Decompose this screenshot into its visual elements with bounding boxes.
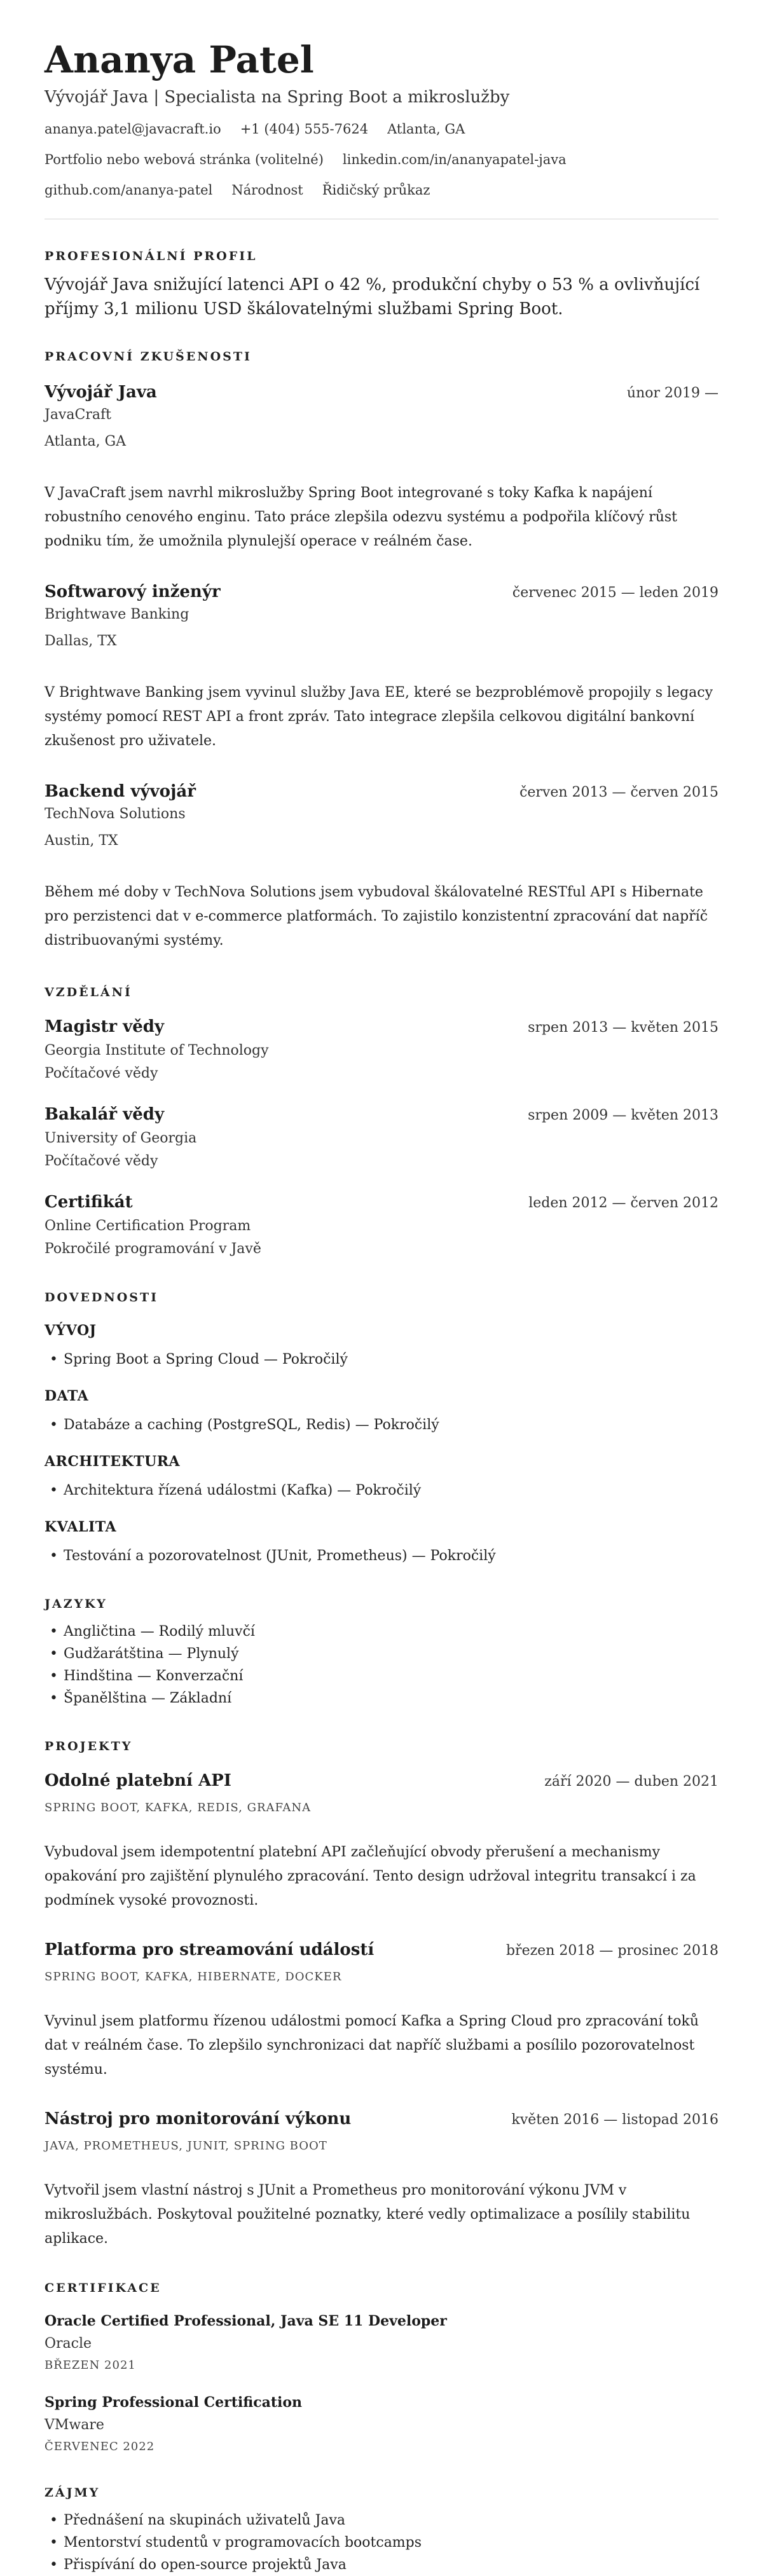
interest-item: • Přednášení na skupinách uživatelů Java (45, 2509, 718, 2531)
certification-item (45, 2392, 718, 2456)
degree: Certifikát (45, 1193, 133, 1212)
interest-item: • Mentorství studentů v programovacích bootcamps (45, 2531, 718, 2554)
certification-date: BŘEZEN 2021 (45, 2359, 136, 2372)
school-name: Georgia Institute of Technology (45, 1043, 269, 1058)
certification-name: Spring Professional Certification (45, 2394, 303, 2411)
project-item (45, 1938, 718, 2082)
skill-group (45, 1386, 718, 1436)
section-title-languages: JAZYKY (45, 1597, 107, 1611)
driving-license: Řidičský průkaz (322, 182, 430, 198)
company-name: TechNova Solutions (45, 806, 186, 822)
project-description: Vytvořil jsem vlastní nástroj s JUnit a Prometheus pro monitorování výkonu JVM v mikroslužbách. Poskytoval použitelné poznatky, které vedly optimalizace a posílily stabilitu aplikace. (45, 2182, 691, 2247)
job-dates: červenec 2015 — leden 2019 (512, 585, 718, 601)
job-description: V Brightwave Banking jsem vyvinul služby Java EE, které se bezproblémově propojily s legacy systémy pomocí REST API a front zpráv. Tato integrace zlepšila celkovou digitální bankovní zkušenost pro uživatele. (45, 685, 713, 749)
language-list (45, 1620, 718, 1709)
candidate-name: Ananya Patel (45, 38, 314, 81)
section-title-experience: PRACOVNÍ ZKUŠENOSTI (45, 350, 252, 364)
education-dates: srpen 2013 — květen 2015 (528, 1020, 718, 1036)
degree: Bakalář vědy (45, 1105, 165, 1124)
nationality: Národnost (231, 182, 303, 198)
interest-list (45, 2509, 718, 2576)
project-stack: SPRING BOOT, KAFKA, REDIS, GRAFANA (45, 1801, 312, 1814)
school-name: University of Georgia (45, 1130, 197, 1146)
school-name: Online Certification Program (45, 1218, 251, 1234)
language-item: • Hindština — Konverzační (45, 1665, 718, 1687)
experience-item (45, 580, 718, 753)
certification-issuer: VMware (45, 2417, 104, 2433)
certification-date: ČERVENEC 2022 (45, 2440, 155, 2453)
job-dates: červen 2013 — červen 2015 (519, 784, 718, 800)
skill-group (45, 1320, 718, 1371)
skill-group (45, 1451, 718, 1502)
skill-item: • Databáze a caching (PostgreSQL, Redis) — Pokročilý (45, 1414, 718, 1436)
degree: Magistr vědy (45, 1017, 165, 1036)
linkedin-link[interactable]: linkedin.com/in/ananyapatel-java (342, 152, 567, 167)
language-item: • Gudžarátština — Plynulý (45, 1643, 718, 1665)
skill-group-name: DATA (45, 1388, 89, 1404)
experience-item (45, 381, 718, 554)
certification-issuer: Oracle (45, 2336, 92, 2352)
job-title: Softwarový inženýr (45, 582, 221, 601)
certification-item (45, 2311, 718, 2374)
company-name: JavaCraft (45, 407, 111, 423)
company-name: Brightwave Banking (45, 606, 189, 622)
section-title-profile: PROFESIONÁLNÍ PROFIL (45, 249, 258, 263)
project-name: Platforma pro streamování událostí (45, 1940, 375, 1959)
job-description: Během mé doby v TechNova Solutions jsem vybudoval škálovatelné RESTful API s Hibernate pro perzistenci dat v e-commerce platformách. To zajistilo konzistentní zpracování dat napříč distribuovanými systémy. (45, 884, 708, 949)
project-item (45, 2107, 718, 2251)
job-location: Austin, TX (45, 833, 118, 849)
project-item (45, 1769, 718, 1913)
language-item: • Španělština — Základní (45, 1687, 718, 1709)
skill-item: • Testování a pozorovatelnost (JUnit, Prometheus) — Pokročilý (45, 1545, 718, 1567)
portfolio-link[interactable]: Portfolio nebo webová stránka (volitelné) (45, 152, 324, 167)
email-link[interactable]: ananya.patel@javacraft.io (45, 121, 221, 137)
skill-group-name: KVALITA (45, 1519, 117, 1535)
experience-item (45, 780, 718, 953)
headline: Vývojář Java | Specialista na Spring Boot a mikroslužby (45, 88, 510, 107)
field-of-study: Počítačové vědy (45, 1153, 158, 1169)
field-of-study: Pokročilé programování v Javě (45, 1241, 261, 1257)
skill-group-name: ARCHITEKTURA (45, 1453, 181, 1470)
skill-group (45, 1517, 718, 1567)
project-dates: září 2020 — duben 2021 (544, 1774, 718, 1790)
interest-item: • Přispívání do open-source projektů Java (45, 2554, 718, 2576)
education-item (45, 1015, 718, 1084)
section-title-certifications: CERTIFIKACE (45, 2281, 162, 2295)
skill-item: • Architektura řízená událostmi (Kafka) — Pokročilý (45, 1479, 718, 1502)
skill-item: • Spring Boot a Spring Cloud — Pokročilý (45, 1348, 718, 1371)
field-of-study: Počítačové vědy (45, 1065, 158, 1081)
project-stack: JAVA, PROMETHEUS, JUNIT, SPRING BOOT (45, 2139, 327, 2153)
education-item (45, 1103, 718, 1172)
section-title-interests: ZÁJMY (45, 2486, 100, 2500)
project-name: Nástroj pro monitorování výkonu (45, 2109, 352, 2128)
phone-link[interactable]: +1 (404) 555-7624 (240, 121, 369, 137)
profile-summary: Vývojář Java snižující latenci API o 42 %, produkční chyby o 53 % a ovlivňující příjmy 3,1 milionu USD škálovatelnými službami Spring Boot. (45, 275, 700, 319)
project-description: Vybudoval jsem idempotentní platební API začleňující obvody přerušení a mechanismy opakování pro zajištění plynulého zpracování. Tento design udržoval integritu transakcí i za podmínek vysoké provoznosti. (45, 1844, 696, 1908)
education-item (45, 1191, 718, 1259)
project-dates: květen 2016 — listopad 2016 (511, 2112, 718, 2128)
section-title-projects: PROJEKTY (45, 1739, 133, 1753)
contact-row-links (45, 150, 718, 169)
education-dates: leden 2012 — červen 2012 (528, 1195, 718, 1211)
certification-name: Oracle Certified Professional, Java SE 11 Developer (45, 2313, 447, 2329)
github-link[interactable]: github.com/ananya-patel (45, 182, 213, 198)
project-dates: březen 2018 — prosinec 2018 (505, 1943, 718, 1959)
project-description: Vyvinul jsem platformu řízenou událostmi pomocí Kafka a Spring Cloud pro zpracování toků dat v reálném čase. To zlepšilo synchronizaci dat napříč službami a posílilo pozorovatelnost systému. (45, 2013, 699, 2078)
language-item: • Angličtina — Rodilý mluvčí (45, 1620, 718, 1643)
job-title: Backend vývojář (45, 782, 196, 801)
location: Atlanta, GA (387, 121, 465, 137)
section-title-skills: DOVEDNOSTI (45, 1291, 159, 1305)
project-stack: SPRING BOOT, KAFKA, HIBERNATE, DOCKER (45, 1970, 342, 1983)
section-title-education: VZDĚLÁNÍ (45, 985, 132, 999)
job-title: Vývojář Java (45, 383, 157, 402)
job-location: Dallas, TX (45, 633, 117, 649)
education-dates: srpen 2009 — květen 2013 (528, 1107, 718, 1123)
job-location: Atlanta, GA (45, 434, 127, 449)
contact-row-extra (45, 181, 718, 200)
job-dates: únor 2019 — (626, 385, 718, 401)
skill-group-name: VÝVOJ (45, 1322, 97, 1339)
project-name: Odolné platební API (45, 1771, 231, 1790)
job-description: V JavaCraft jsem navrhl mikroslužby Spring Boot integrované s toky Kafka k napájení robustního cenového enginu. Tato práce zlepšila odezvu systému a podpořila klíčový růst podniku tím, že umožnila plynulejší operace v reálném čase. (45, 485, 678, 549)
contact-row (45, 120, 718, 139)
